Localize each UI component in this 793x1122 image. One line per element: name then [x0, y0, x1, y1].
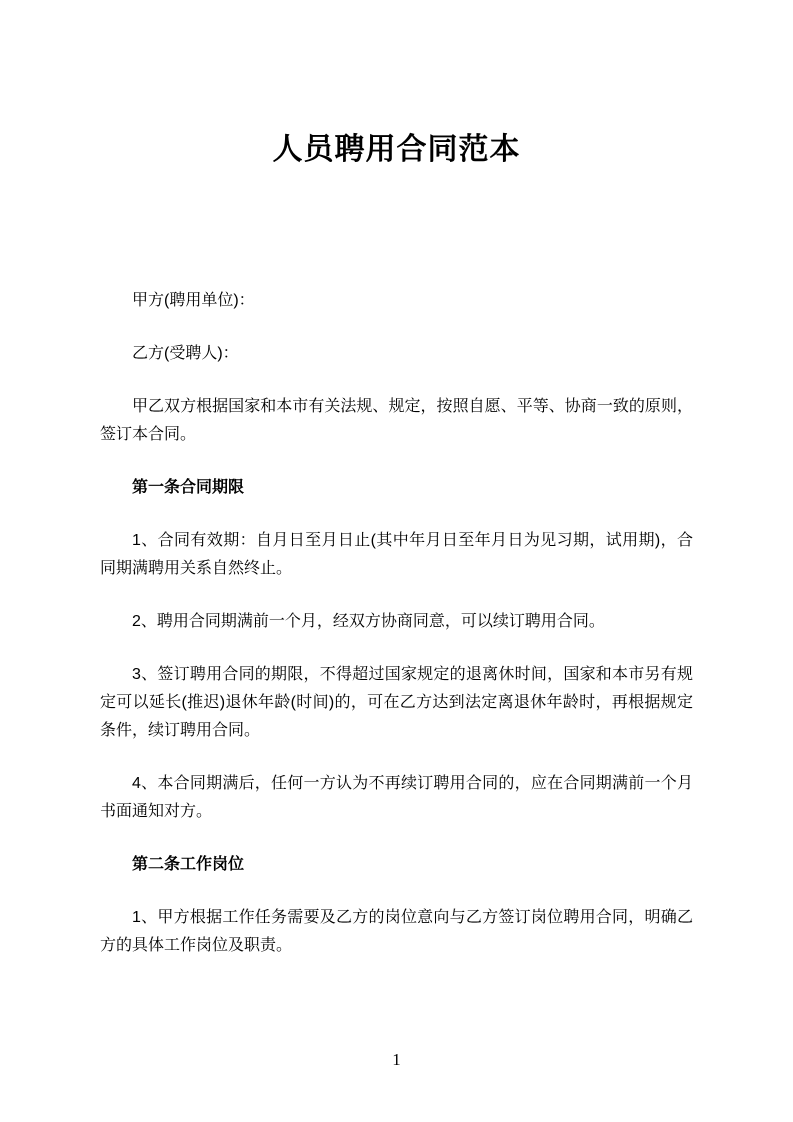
party-b-line: 乙方(受聘人)： — [132, 345, 239, 362]
document-title: 人员聘用合同范本 — [272, 133, 521, 166]
section-2-heading: 第二条工作岗位 — [132, 856, 245, 873]
section-1-clause-4: 4、本合同期满后，任何一方认为不再续订聘用合同的，应在合同期满前一个月书面通知对方。 — [100, 775, 693, 820]
section-1-clause-2: 2、聘用合同期满前一个月，经双方协商同意，可以续订聘用合同。 — [132, 613, 605, 630]
document-content — [100, 0, 693, 985]
preamble-paragraph: 甲乙双方根据国家和本市有关法规、规定，按照自愿、平等、协商一致的原则，签订本合同。 — [100, 398, 693, 443]
party-a-line: 甲方(聘用单位)： — [132, 292, 255, 309]
section-2-clause-1: 1、甲方根据工作任务需要及乙方的岗位意向与乙方签订岗位聘用合同，明确乙方的具体工作岗位及职责。 — [100, 909, 693, 954]
section-1-clause-1: 1、合同有效期：自月日至月日止(其中年月日至年月日为见习期，试用期)，合同期满聘用关系自然终止。 — [100, 532, 693, 577]
page-number: 1 — [392, 1050, 401, 1069]
section-1-heading: 第一条合同期限 — [132, 479, 245, 496]
section-1-clause-3: 3、签订聘用合同的期限，不得超过国家规定的退离休时间，国家和本市另有规定可以延长(推迟)退休年龄(时间)的，可在乙方达到法定离退休年龄时，再根据规定条件，续订聘用合同。 — [100, 666, 693, 739]
